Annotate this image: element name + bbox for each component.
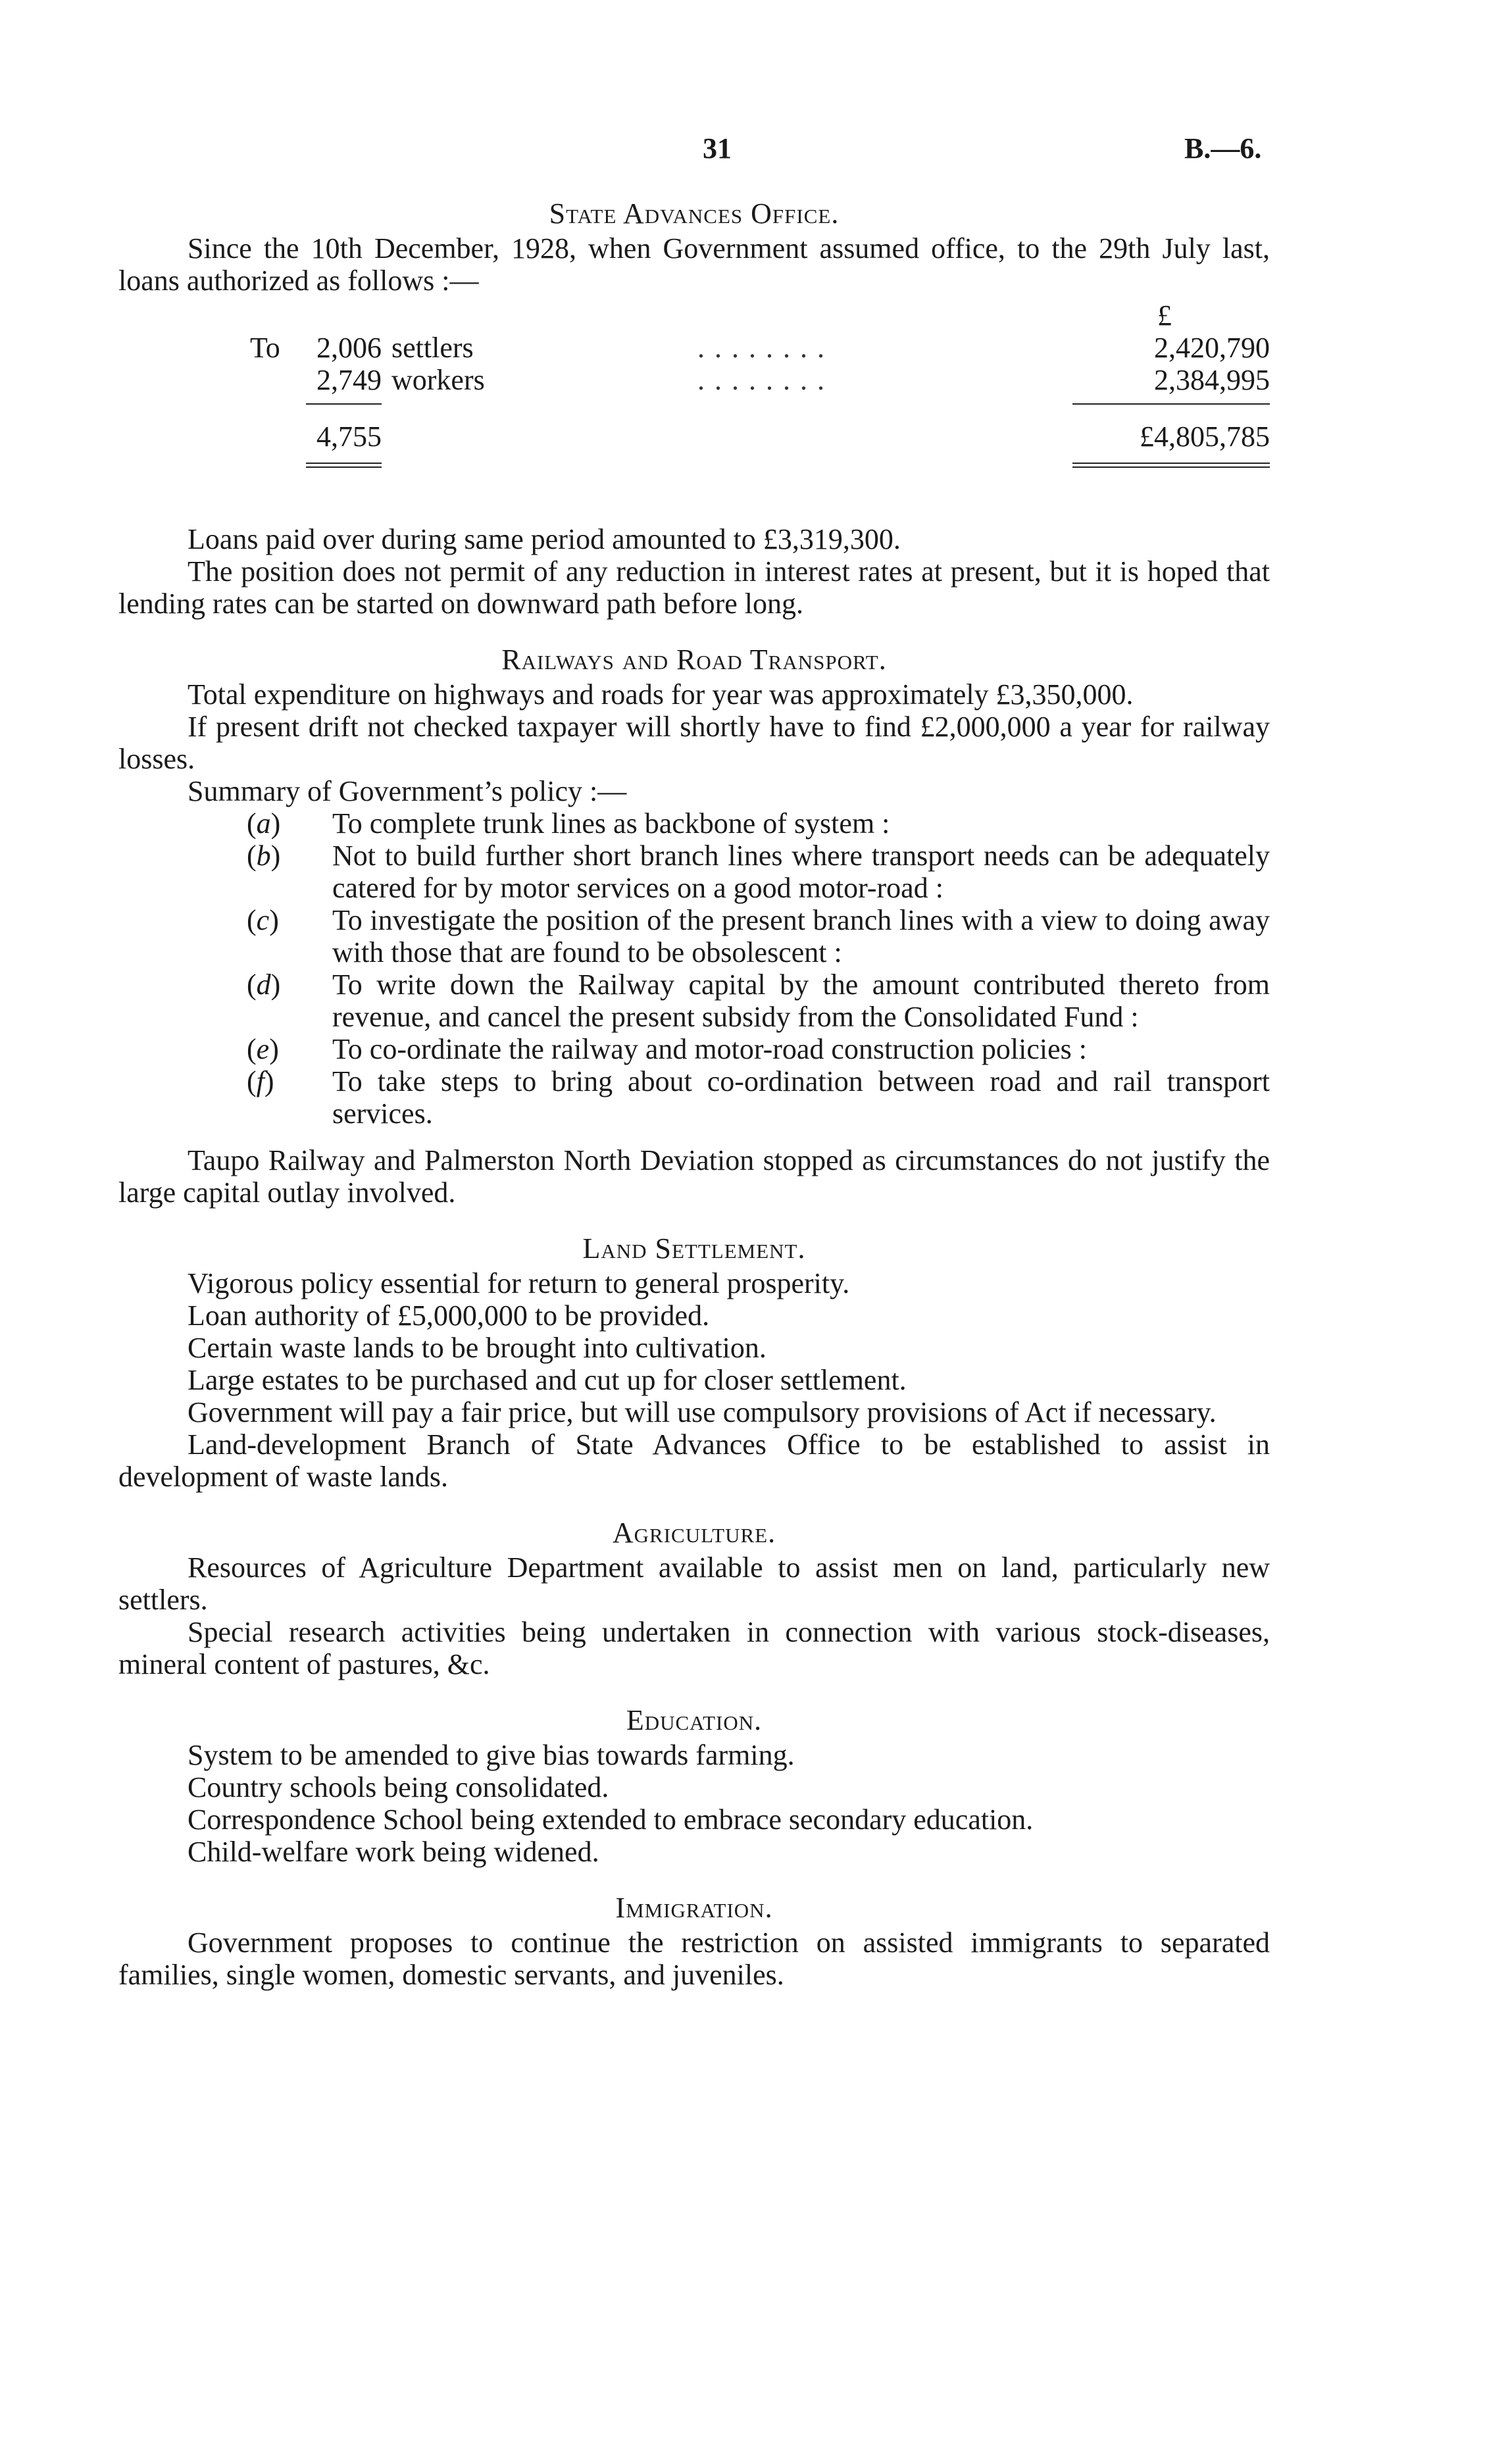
land-settlement-line: Land-development Branch of State Advances Office to be established to assist in development of waste lands. [118,1428,1270,1493]
section-heading-state-advances: State Advances Office. [549,197,840,230]
agriculture-line: Special research activities being undertaken in connection with various stock-diseases, mineral content of pastures, &c. [118,1616,1270,1680]
section-heading-land-settlement: Land Settlement. [582,1232,806,1265]
row-amount: 2,384,995 [1154,364,1270,396]
land-settlement-line: Government will pay a fair price, but will use compulsory provisions of Act if necessary. [188,1396,1217,1428]
list-item-text: To investigate the position of the present branch lines with a view to doing away with those that are found to be obsolescent : [332,904,1270,968]
row-count: 2,749 [316,364,382,396]
row-description: settlers [391,332,474,364]
list-item-text: To co-ordinate the railway and motor-road construction policies : [332,1033,1088,1065]
count-total-double-rule [306,463,382,468]
row-count: 2,006 [316,332,382,364]
list-item-text: To complete trunk lines as backbone of system : [332,807,890,840]
row-leader-dots: . . . . . . . . [697,364,826,396]
list-marker: (c) [247,904,279,936]
page-content [118,197,1270,1991]
land-settlement-line: Loan authority of £5,000,000 to be provided. [188,1299,710,1332]
loans-table [118,299,1270,510]
land-settlement-line: Vigorous policy essential for return to general prosperity. [188,1267,850,1299]
land-settlement-line: Large estates to be purchased and cut up for closer settlement. [188,1364,907,1396]
currency-header-row [250,299,1270,332]
total-row [250,420,1270,453]
page-number: 31 [703,132,732,164]
row-prefix: To [250,332,280,364]
row-amount: 2,420,790 [1154,332,1270,364]
list-item [118,840,1270,904]
agriculture-line: Resources of Agriculture Department available to assist men on land, particularly new settlers. [118,1551,1270,1616]
interest-rates-paragraph: The position does not permit of any reduction in interest rates at present, but it is hoped that lending rates can be started on downward path before long. [118,555,1270,620]
land-settlement-line: Certain waste lands to be brought into cultivation. [188,1332,767,1364]
list-item-text: Not to build further short branch lines where transport needs can be adequately catered for by motor services on a good motor-road : [332,840,1270,904]
list-item [118,807,1270,840]
railway-losses-paragraph: If present drift not checked taxpayer will shortly have to find £2,000,000 a year for railway losses. [118,711,1270,775]
section-heading-agriculture: Agriculture. [612,1517,776,1549]
loans-paid-paragraph: Loans paid over during same period amounted to £3,319,300. [188,523,901,555]
list-marker: (f) [247,1065,274,1097]
document-reference: B.—6. [1184,132,1262,164]
total-count: 4,755 [316,420,382,453]
list-item-text: To take steps to bring about co-ordination between road and rail transport services. [332,1065,1270,1130]
table-row [250,332,1270,364]
policy-list [118,807,1270,1130]
list-item [118,1065,1270,1130]
row-description: workers [391,364,485,396]
list-marker: (a) [247,807,281,840]
education-line: Country schools being consolidated. [188,1771,609,1803]
section-heading-railways: Railways and Road Transport. [501,643,887,676]
list-marker: (b) [247,840,281,872]
table-row [250,364,1270,396]
education-line: Child-welfare work being widened. [188,1836,599,1868]
state-advances-intro: Since the 10th December, 1928, when Government assumed office, to the 29th July last, loans authorized as follows :— [118,232,1270,297]
immigration-line: Government proposes to continue the restriction on assisted immigrants to separated families, single women, domestic servants, and juveniles. [118,1926,1270,1991]
amount-subtotal-rule [1072,403,1270,405]
highways-expenditure-paragraph: Total expenditure on highways and roads for year was approximately £3,350,000. [188,678,1134,711]
count-subtotal-rule [306,403,382,405]
list-item [118,968,1270,1033]
education-line: Correspondence School being extended to embrace secondary education. [188,1803,1034,1836]
list-marker: (d) [247,968,281,1001]
amount-total-double-rule [1072,463,1270,468]
list-item [118,904,1270,968]
policy-summary-label: Summary of Government’s policy :— [188,775,627,807]
total-amount: £4,805,785 [1140,420,1270,453]
list-item-text: To write down the Railway capital by the amount contributed thereto from revenue, and cancel the present subsidy from the Consolidated Fund : [332,968,1270,1033]
section-heading-immigration: Immigration. [615,1892,773,1924]
list-marker: (e) [247,1033,279,1065]
section-heading-education: Education. [626,1704,763,1736]
taupo-railway-paragraph: Taupo Railway and Palmerston North Deviation stopped as circumstances do not justify the large capital outlay involved. [118,1144,1270,1209]
list-item [118,1033,1270,1065]
education-line: System to be amended to give bias towards farming. [188,1739,795,1771]
currency-header: £ [1157,299,1172,332]
row-leader-dots: . . . . . . . . [697,332,826,364]
